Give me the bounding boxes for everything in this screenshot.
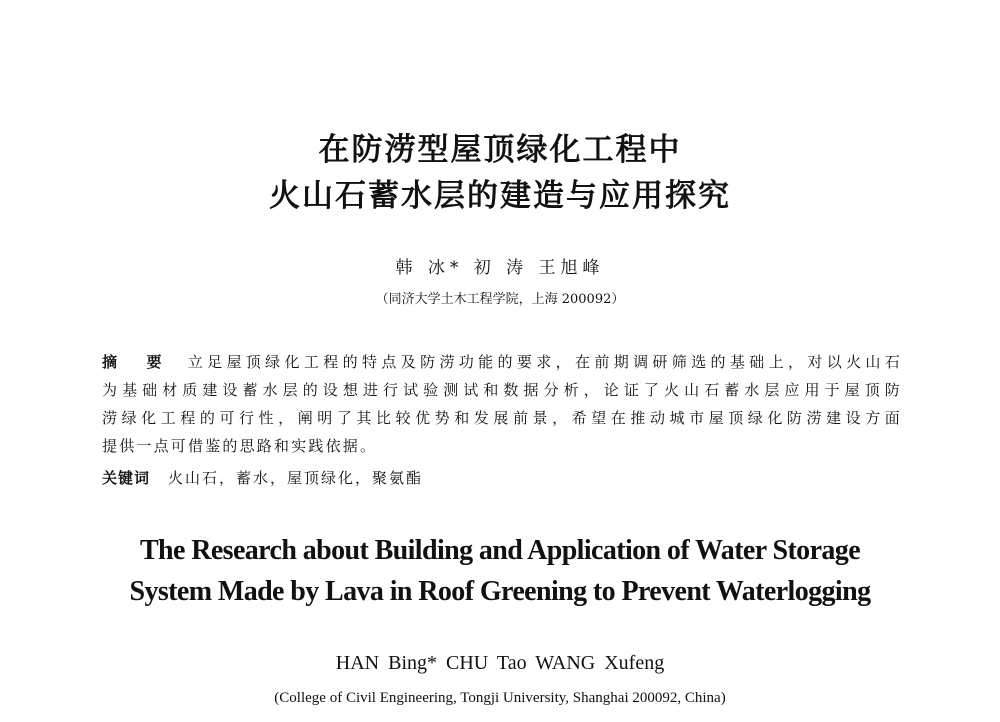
english-affiliation: (College of Civil Engineering, Tongji University, Shanghai 200092, China) [274,690,726,706]
chinese-keywords [102,466,423,490]
abstract-line-3: 涝绿化工程的可行性，阐明了其比较优势和发展前景，希望在推动城市屋顶绿化防涝建设方面 [102,409,902,427]
abstract-line-1 [102,348,902,376]
abstract-text-1: 立足屋顶绿化工程的特点及防涝功能的要求，在前期调研筛选的基础上，对以火山石 [187,353,902,371]
english-authors: HAN Bing* CHU Tao WANG Xufeng [335,652,665,674]
keywords-label: 关键词 [102,469,151,487]
abstract-line-2: 为基础材质建设蓄水层的设想进行试验测试和数据分析，论证了火山石蓄水层应用于屋顶防 [102,381,902,399]
keywords-text: 火山石，蓄水，屋顶绿化，聚氨酯 [168,469,424,487]
chinese-title-line-2: 火山石蓄水层的建造与应用探究 [269,178,731,214]
english-title-line-2: System Made by Lava in Roof Greening to Prevent Waterlogging [129,576,871,607]
chinese-abstract [102,348,902,460]
abstract-line-4: 提供一点可借鉴的思路和实践依据。 [102,437,378,455]
chinese-affiliation: （同济大学土木工程学院，上海 200092） [375,292,625,307]
chinese-title-line-1: 在防涝型屋顶绿化工程中 [318,132,682,168]
chinese-authors: 韩 冰* 初 涛 王旭峰 [395,258,605,278]
abstract-label: 摘 要 [102,353,174,371]
english-title-line-1: The Research about Building and Application of Water Storage [139,535,861,566]
